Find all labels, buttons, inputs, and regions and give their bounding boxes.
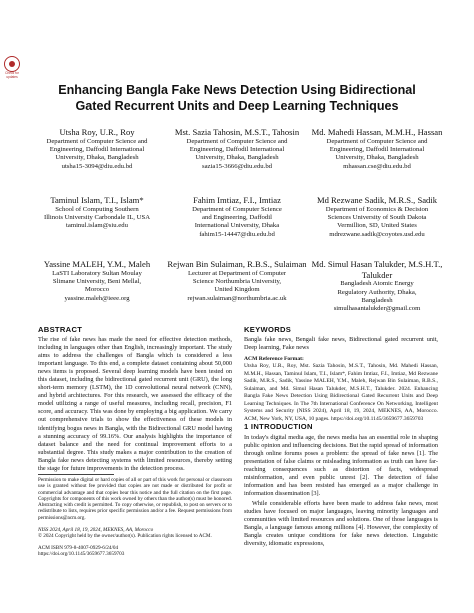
reference-format-heading: ACM Reference Format: [244,356,304,362]
author-email: taminul.islam@siu.edu [66,222,128,230]
isbn: ACM ISBN 979-8-4007-0929-6/24/04 [38,545,119,551]
author-name: Md. Simul Hasan Talukder, M.S.H.T., Talukder [311,259,443,280]
footnote-rule [38,474,114,475]
author-email: mhassan.cse@diu.edu.bd [343,162,411,170]
author-block [164,195,310,239]
keywords-heading: KEYWORDS [244,325,292,334]
author-line: United Kingdom [214,286,260,294]
author-line: International University, Dhaka [194,222,280,230]
author-line: School of Computing Southern [55,205,139,213]
keywords-text: Bangla fake news, Bengali fake news, Bidirectional gated recurrent unit, Deep learning, Fake news [244,336,438,352]
author-line: University, Dhaka, Bangladesh [335,154,419,162]
introduction-paragraph-1: In today's digital media age, the news media has an essential role in shaping public opinion and influencing decisions. But the rapid spread of information through online forums poses a problem: the spread of fake news [1]. The presentation of false claims or misleading information as truth can have far-reaching consequences such as distortion of facts, widespread misinformation, and even public unrest [2]. The detection of false information and has been resisted has emerged as a major challenge in information dissemination [3]. [244,434,438,498]
conference-venue: NISS 2024, April 18, 19, 2024, MEKNES, AA, Morocco [38,527,154,533]
author-email: yassine.maleh@ieee.org [64,294,130,302]
author-name: Yassine MALEH, Y.M., Maleh [43,259,151,269]
introduction-paragraph-2: While considerable efforts have been made to address fake news, most studies have focused on major languages, leaving minority languages and communities with limited resources and solutions. One of those languages is Bangla, a language famous among millions [4]. However, the complexity of Bangla creates unique conditions for fake news detection. Linguistic diversity, idiomatic expressions, [244,500,438,548]
copyright-notice: © 2024 Copyright held by the owner/author(s). Publication rights licensed to ACM. [38,533,212,539]
author-block [24,127,170,171]
author-line: Bangladesh [361,297,393,304]
author-line: LaSTI Laboratory Sultan Moulay [52,269,142,277]
badge-dot [9,61,15,67]
badge-line-1: Check for [5,71,19,75]
author-line: and Engineering, Daffodil [202,214,272,221]
abstract-text: The rise of fake news has made the need for effective detection methods, including in languages other than English, increasingly important. The study aims to address the challenges of Bangla which is considered a less important language. To this end, a complete dataset containing about 50,000 news items is proposed. Several deep learning models have been tested on this dataset, including the bidirectional gated recurrent unit (GRU), the long short-term memory (LSTM), the 1D convolutional neural network (CNN), and hybrid architectures. For this research, we assessed the efficacy of the model utilizing a range of useful measures, including recall, precision, F1 score, and accuracy. This was done by employing a big application. We carry out comprehensive trials to show the effectiveness of these models in identifying bogus news in Bangla, with the Bidirectional GRU model having a stunning accuracy of 99.16%. Our analysis highlights the importance of dataset balance and the need for continual improvement efforts to a substantial degree. This study makes a major contribution to the creation of Bangla fake news detecting systems with limited resources, thereby setting the stage for future improvements in the detection process. [38,336,232,472]
author-email: sazia15-3666@diu.edu.bd [201,162,273,170]
author-block [24,259,170,303]
author-line: Department of Computer Science and [46,137,148,145]
author-name: Utsha Roy, U.R., Roy [59,127,135,137]
author-email: rejwan.sulaiman@northumbria.ac.uk [187,294,287,302]
paper-title: Enhancing Bangla Fake News Detection Using Bidirectional Gated Recurrent Units and Deep Learning Techniques [58,83,416,113]
check-updates-icon[interactable] [4,56,20,72]
author-email: simulhasantalukder@gmail.com [333,305,421,313]
author-line: Vermillion, SD, United States [337,222,417,230]
author-block [164,259,310,303]
author-line: University, Dhaka, Bangladesh [195,154,279,162]
author-line: Lecturer at Department of Computer [187,269,287,277]
author-line: University, Dhaka, Bangladesh [55,154,139,162]
author-name: Mst. Sazia Tahosin, M.S.T., Tahosin [174,127,300,137]
author-line: Engineering, Daffodil International [189,146,285,153]
author-line: Slimane University, Beni Mellal, [52,278,142,285]
author-line: Engineering, Daffodil International [329,146,425,153]
author-name: Rejwan Bin Sulaiman, R.B.S., Sulaiman [167,259,307,269]
permission-notice: Permission to make digital or hard copies of all or part of this work for personal or classroom use is granted without fee provided that copies are not made or distributed for profit or commercial advantage and that copies bear this notice and the full citation on the first page. Copyrights for components of this work owned by others than the author(s) must be honored. Abstracting with credit is permitted. To copy otherwise, or republish, to post on servers or to redistribute to lists, requires prior specific permission and/or a fee. Request permissions from permissions@acm.org. [38,477,232,521]
author-block [24,195,170,231]
author-name: Taminul Islam, T.I., Islam* [50,195,144,205]
doi-link[interactable]: https://doi.org/10.1145/3659677.3659703 [38,551,125,557]
badge-label [1,72,23,80]
author-line: Department of Computer Science [192,205,282,213]
author-line: Sciences University of South Dakota [327,214,427,221]
author-block [304,127,450,171]
introduction-heading: 1 INTRODUCTION [244,422,313,431]
author-block [164,127,310,171]
author-line: Department of Computer Science and [186,137,288,145]
author-name: Md. Mahedi Hassan, M.M.H., Hassan [311,127,443,137]
author-name: Fahim Imtiaz, F.I., Imtiaz [193,195,281,205]
author-email: fahim15-14447@diu.edu.bd [199,230,275,238]
author-line: Regulatory Authority, Dhaka, [337,288,417,296]
author-block [304,259,450,314]
author-email: utsha15-3094@diu.edu.bd [61,162,133,170]
author-email: mdrezwane.sadik@coyotes.usd.edu [329,230,425,238]
reference-format-text: Utsha Roy, U.R., Roy, Mst. Sazia Tahosin, M.S.T., Tahosin, Md. Mahedi Hassan, M.M.H., Hassan, Taminul Islam, T.I., Islam*, Fahim Imtiaz, F.I., Imtiaz, Md Rezwane Sadik, M.R.S., Sadik, Yassine MALEH, Y.M., Maleh, Rejwan Bin Sulaiman, R.B.S., Sulaiman, and Md. Simul Hasan Talukder, M.S.H.T., Talukder. 2024. Enhancing Bangla Fake News Detection Using Bidirectional Gated Recurrent Units and Deep Learning Techniques. In The 7th International Conference On Networking, Intelligent Systems and Security (NISS 2024), April 18, 19, 2024, MEKNES, AA, Morocco. ACM, New York, NY, USA, 10 pages. https://doi.org/10.1145/3659677.3659703 [244,363,438,422]
author-name: Md Rezwane Sadik, M.R.S., Sadik [316,195,438,205]
author-line: Department of Economics & Decision [325,205,429,213]
badge-line-2: updates [6,74,18,79]
author-line: Engineering, Daffodil International [49,146,145,153]
author-line: Science Northumbria University, [192,278,282,285]
author-line: Morocco [84,286,110,294]
author-line: Department of Computer Science and [326,137,428,145]
author-line: Bangladesh Atomic Energy [340,280,414,288]
abstract-heading: ABSTRACT [38,325,83,334]
author-line: Illinois University Carbondale IL, USA [43,214,151,221]
author-block [304,195,450,239]
